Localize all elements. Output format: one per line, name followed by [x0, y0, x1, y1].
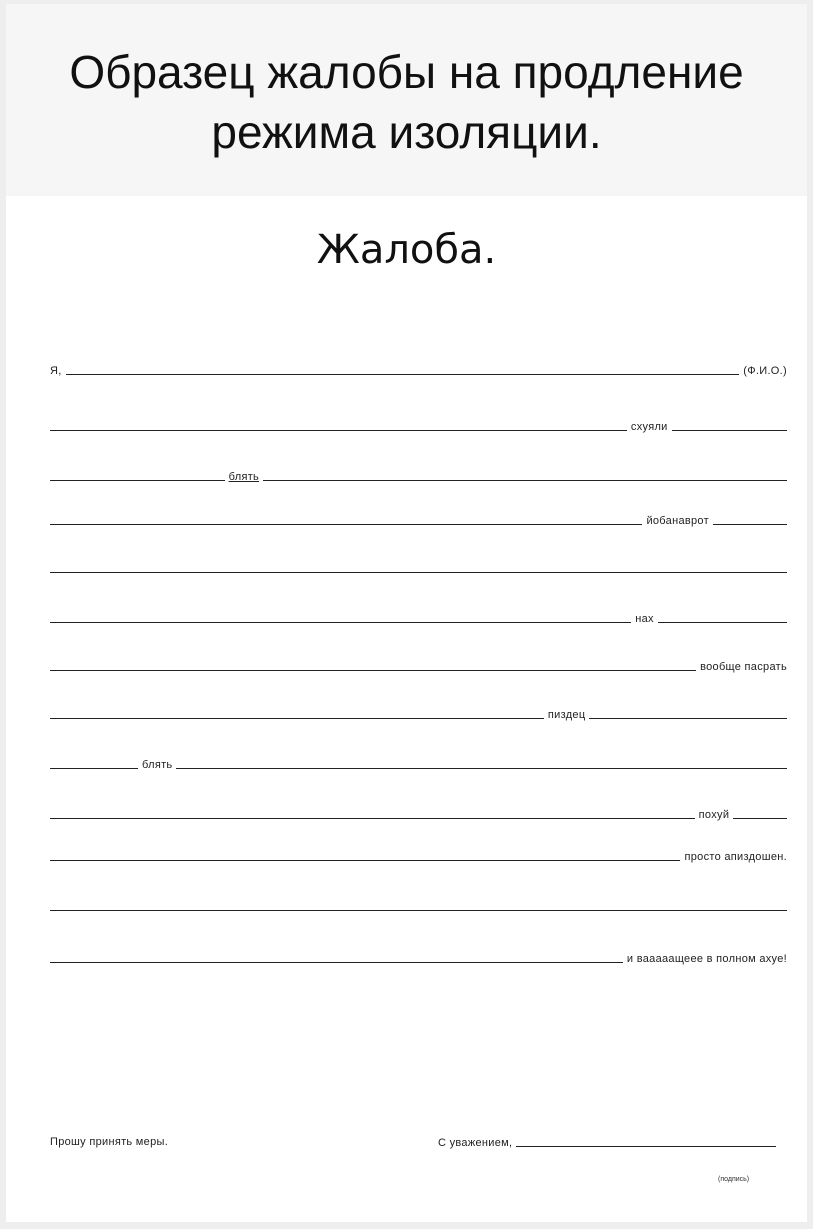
- fill-blank[interactable]: [50, 768, 138, 769]
- headline-line-1: Образец жалобы на продление: [69, 46, 744, 98]
- line-word: пиздец: [547, 709, 586, 721]
- form-line-7: [50, 652, 787, 674]
- line-word: йобанаврот: [646, 515, 709, 527]
- document-title: Жалоба.: [316, 227, 497, 273]
- fill-blank[interactable]: [176, 768, 787, 769]
- form-line-4: [50, 506, 787, 528]
- line-word: блять: [228, 471, 260, 483]
- form-line-9: [50, 750, 787, 772]
- line-suffix: просто апиздошен.: [684, 851, 787, 863]
- form-line-6: [50, 604, 787, 626]
- line-suffix: (Ф.И.О.): [743, 365, 787, 377]
- fill-blank[interactable]: [50, 670, 696, 671]
- closing-text: С уважением,: [438, 1137, 513, 1149]
- fill-blank[interactable]: [658, 622, 787, 623]
- fill-blank[interactable]: [672, 430, 787, 431]
- fill-blank[interactable]: [50, 622, 631, 623]
- line-suffix: вообще пасрать: [700, 661, 787, 673]
- page-headline: [6, 42, 807, 162]
- fill-blank[interactable]: [50, 430, 627, 431]
- fill-blank[interactable]: [50, 480, 225, 481]
- fill-blank[interactable]: [50, 910, 787, 911]
- line-word: блять: [142, 759, 173, 771]
- form-line-2: [50, 412, 787, 434]
- form-line-1: [50, 356, 787, 378]
- fill-blank[interactable]: [50, 524, 642, 525]
- line-word: нах: [635, 613, 654, 625]
- signature-blank[interactable]: [516, 1146, 776, 1147]
- form-line-8: [50, 700, 787, 722]
- form-line-11: [50, 842, 787, 864]
- fill-blank[interactable]: [263, 480, 787, 481]
- signature-line: [438, 1128, 776, 1150]
- fill-blank[interactable]: [50, 962, 623, 963]
- form-line-13: [50, 944, 787, 966]
- form-line-12: [50, 892, 787, 914]
- complaint-form-page: [6, 4, 807, 1222]
- form-line-5: [50, 554, 787, 576]
- line-prefix: Я,: [50, 365, 62, 377]
- line-suffix: и вааааащеее в полном ахуе!: [626, 953, 787, 965]
- line-word: похуй: [698, 809, 730, 821]
- line-word: схуяли: [630, 421, 668, 433]
- fill-blank[interactable]: [66, 374, 740, 375]
- fill-blank[interactable]: [50, 860, 680, 861]
- fill-blank[interactable]: [589, 718, 787, 719]
- form-line-3: [50, 462, 787, 484]
- form-line-10: [50, 800, 787, 822]
- fill-blank[interactable]: [733, 818, 787, 819]
- fill-blank[interactable]: [50, 572, 787, 573]
- signature-caption: (подпись): [718, 1176, 750, 1183]
- fill-blank[interactable]: [50, 818, 695, 819]
- fill-blank[interactable]: [713, 524, 787, 525]
- headline-line-2: режима изоляции.: [211, 106, 602, 158]
- request-text: Прошу принять меры.: [50, 1136, 169, 1148]
- fill-blank[interactable]: [50, 718, 544, 719]
